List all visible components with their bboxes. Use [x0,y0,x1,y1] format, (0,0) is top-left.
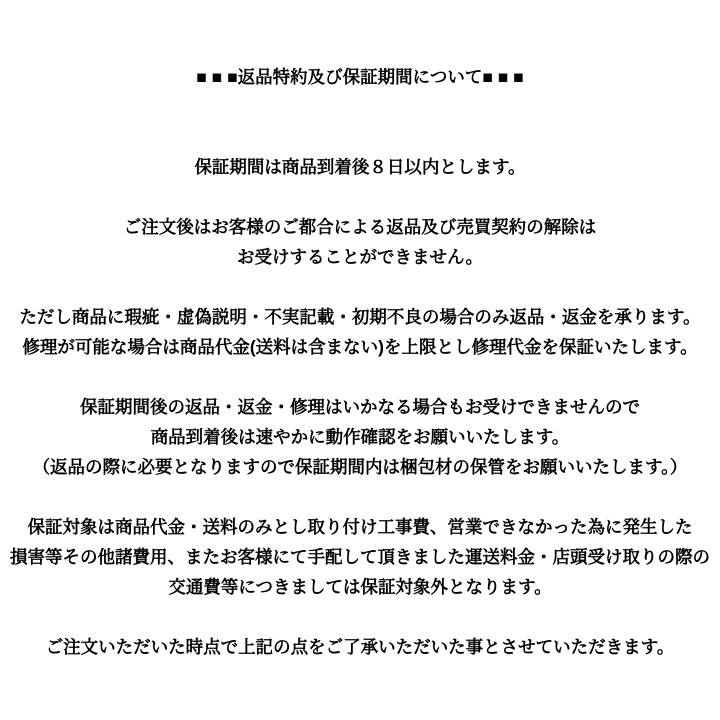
notice-title: ■ ■ ■返品特約及び保証期間について■ ■ ■ [196,67,524,87]
body-line: 商品到着後は速やかに動作確認をお願いいたします。 [150,427,570,447]
body-line: 損害等その他諸費用、またお客様にて手配して頂きました運送料金・店頭受け取りの際の [10,547,710,567]
paragraph-refund-conditions [0,302,720,362]
paragraph-warranty-scope [0,512,720,602]
paragraph-acknowledgement [0,632,720,662]
body-line: ご注文いただいた時点で上記の点をご了承いただいた事とさせていただきます。 [45,637,675,657]
body-line: （返品の際に必要となりますので保証期間内は梱包材の保管をお願いいたします。） [32,457,688,477]
paragraph-no-cancellation [0,212,720,272]
body-line: 保証期間後の返品・返金・修理はいかなる場合もお受けできませんので [80,397,640,417]
body-line: 交通費等につきましては保証対象外となります。 [168,577,552,597]
paragraph-warranty-period [0,152,720,182]
paragraph-after-warranty [0,392,720,482]
body-line: ご注文後はお客様のご都合による返品及び売買契約の解除は [123,217,597,237]
body-line: 保証対象は商品代金・送料のみとし取り付け工事費、営業できなかった為に発生した [27,517,693,537]
body-line: お受けすることができません。 [236,247,484,267]
body-line: 修理が可能な場合は商品代金(送料は含まない)を上限とし修理代金を保証いたします。 [22,337,698,357]
body-line: 保証期間は商品到着後８日以内とします。 [194,157,526,177]
body-line: ただし商品に瑕疵・虚偽説明・不実記載・初期不良の場合のみ返品・返金を承ります。 [19,307,701,327]
